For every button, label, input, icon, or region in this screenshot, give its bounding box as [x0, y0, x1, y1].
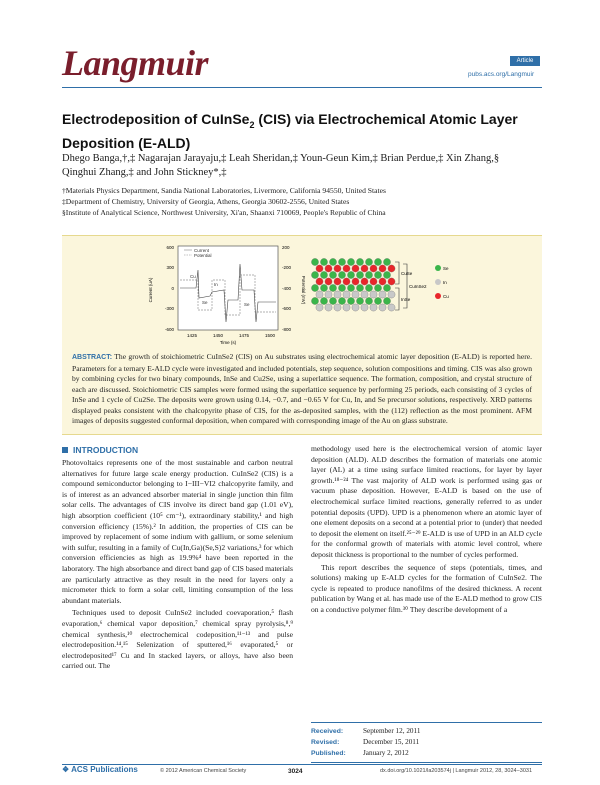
atom-cu: [334, 265, 341, 272]
right-tick-4: -600: [282, 306, 292, 311]
atom-in: [316, 304, 323, 311]
legend-se-dot: [435, 265, 441, 271]
left-tick-3: 0: [171, 286, 174, 291]
x-tick-2: 1450: [212, 333, 224, 338]
atom-in: [352, 291, 359, 298]
acs-publications-logo: ❖ ACS Publications: [62, 765, 138, 774]
author-list: [62, 152, 542, 180]
copyright: © 2012 American Chemical Society: [160, 768, 247, 774]
cuse-bracket: [395, 262, 399, 284]
legend-cu-label: Cu: [443, 294, 449, 299]
section-heading-introduction: INTRODUCTION: [62, 445, 138, 455]
right-tick-1: 200: [282, 245, 290, 250]
atom-se: [365, 297, 372, 304]
authors-line-1: Dhego Banga,†,‡ Nagarajan Jarayaju,‡ Leah Sheridan,‡ Youn-Geun Kim,‡ Brian Perdue,‡ Xin Zhang,§: [62, 153, 500, 164]
atom-se: [311, 271, 318, 278]
peak-label-se-1: Se: [202, 300, 208, 305]
affiliation-2: ‡Department of Chemistry, University of Georgia, Athens, Georgia 30602-2556, United States: [62, 197, 350, 206]
atom-in: [343, 291, 350, 298]
atom-in: [361, 291, 368, 298]
published-date: Published: January 2, 2012: [311, 749, 409, 757]
legend-in-label: In: [443, 280, 447, 285]
atom-se: [374, 297, 381, 304]
intro-paragraph-3: methodology used here is the electrochemical version of atomic layer deposition (ALD). ALD describes the formation of materials one atomic layer (AL) at a time using surface limited reactions, for layer by layer growth.¹⁸⁻²⁴ The vast majority of ALD work is performed using gas or vacuum phase deposition. However, E-ALD is based on the use of electrochemical surface limited reactions, generally referred to as under potential deposits (UPD). UPD is a phenomenon where an atomic layer of one element deposits on a second at a potential prior to (under) that needed to deposit the element on itself.²⁵⁻²⁹ E-ALD is use of UPD in an ALD cycle for the conformal growth of materials with atomic level control, where deposit thickness is proportional to the number of cycles performed.: [311, 444, 542, 559]
atom-in: [325, 291, 332, 298]
atom-se: [383, 258, 390, 265]
x-axis-label: Time (s): [219, 340, 237, 345]
atom-se: [365, 271, 372, 278]
atom-in: [379, 291, 386, 298]
left-column: [62, 458, 293, 674]
right-column: [311, 444, 542, 618]
atom-se: [338, 284, 345, 291]
atom-in: [370, 291, 377, 298]
atom-se: [374, 258, 381, 265]
legend-current: Current: [194, 248, 210, 253]
atom-se: [374, 271, 381, 278]
intro-paragraph-2: Techniques used to deposit CuInSe2 included coevaporation,⁵ flash evaporation,⁶ chemical vapor deposition,⁷ chemical spray pyrolysis,⁸,⁹ chemical synthesis,¹⁰ electrochemical codeposition,¹¹⁻¹³ and pulse electrodeposition.¹⁴,¹⁵ Selenization of sputtered,¹⁶ evaporated,⁵ or electrodeposited¹⁷ Cu and In stacked layers, or alloys, have also been carried out. The: [62, 608, 293, 671]
atom-in: [334, 304, 341, 311]
atom-se: [311, 284, 318, 291]
atom-se: [320, 271, 327, 278]
right-tick-3: -400: [282, 286, 292, 291]
publication-dates: [311, 722, 542, 763]
abstract: [72, 352, 532, 427]
atom-in: [316, 291, 323, 298]
article-badge: Article: [510, 56, 540, 66]
authors-line-2: Qinghui Zhang,‡ and John Stickney*,‡: [62, 167, 227, 178]
affiliation-3: §Institute of Analytical Science, Northwest University, Xi'an, Shaanxi 710069, People's Republic of China: [62, 208, 386, 217]
atom-cu: [325, 265, 332, 272]
left-tick-4: -300: [164, 306, 174, 311]
atom-cu: [334, 278, 341, 285]
atom-cu: [343, 265, 350, 272]
atom-in: [388, 304, 395, 311]
journal-logo: Langmuir: [62, 43, 209, 83]
paper-title: Electrodeposition of CuInSe$_2$ (CIS) via Electrochemical Atomic Layer Deposition (E-ALD): [62, 111, 518, 151]
intro-paragraph-4: This report describes the sequence of steps (potentials, times, and solutions) making up E-ALD cycles for the formation of CuInSe2. The cycle is repeated to produce nanofilms of the desired thickness. A recent publication by Wang et al. has made use of the E-ALD method to grow CIS on a conductive polymer film.³⁰ They describe development of a: [311, 562, 542, 614]
peak-label-cu: Cu: [190, 274, 196, 279]
layer-label-cis: CuInSe2: [409, 284, 427, 289]
atom-cu: [379, 278, 386, 285]
inse-bracket: [395, 288, 399, 310]
atom-se: [311, 258, 318, 265]
x-tick-3: 1475: [238, 333, 250, 338]
toc-figure: [140, 240, 470, 348]
legend-in-dot: [435, 279, 441, 285]
layer-label-inse: InSe: [401, 297, 411, 302]
left-tick-5: -600: [164, 327, 174, 332]
section-square-icon: [62, 447, 68, 453]
atom-cu: [361, 278, 368, 285]
atom-se: [338, 271, 345, 278]
atom-se: [383, 271, 390, 278]
legend-cu-dot: [435, 293, 441, 299]
atom-cu: [352, 265, 359, 272]
abstract-body: The growth of stoichiometric CuInSe2 (CIS) on Au substrates using electrochemical atomic layer deposition (E-ALD) is reported here. Parameters for a ternary E-ALD cycle were investigated and included potentials, step sequence, solution compositions and timing. CIS was also grown by combining cycles for two binary compounds, InSe and Cu2Se, using a superlattice sequence. The formation, composition, and crystal structure of each are discussed. Stoichiometric CIS samples were formed using the superlattice sequence by performing 25 periods, each consisting of 3 cycles of InSe and 1 cycle of Cu2Se. The deposits were grown using 0.14, −0.7, and −0.65 V for Cu, In, and Se precursor solutions, respectively. XRD patterns displayed peaks consistent with the chalcopyrite phase of CIS, for the as-deposited samples, with the (112) reflection as the most prominent. AFM images of deposits suggested conformal deposition, when compared with corresponding image of the Au on glass substrate.: [72, 352, 533, 425]
atom-cu: [325, 278, 332, 285]
atom-cu: [388, 265, 395, 272]
atom-se: [383, 284, 390, 291]
atom-in: [379, 304, 386, 311]
atom-se: [356, 297, 363, 304]
revised-date: Revised: December 15, 2011: [311, 738, 420, 746]
right-tick-5: -800: [282, 327, 292, 332]
atom-se: [347, 284, 354, 291]
atom-se: [338, 297, 345, 304]
atom-in: [361, 304, 368, 311]
page-number: 3024: [288, 768, 303, 775]
atom-cu: [361, 265, 368, 272]
x-tick-1: 1425: [186, 333, 198, 338]
peak-label-se-2: Se: [244, 302, 250, 307]
atom-se: [347, 271, 354, 278]
atom-cu: [343, 278, 350, 285]
atom-se: [347, 297, 354, 304]
atom-se: [365, 284, 372, 291]
atom-se: [311, 297, 318, 304]
peak-label-in: In: [214, 282, 218, 287]
intro-paragraph-1: Photovoltaics represents one of the most sustainable and carbon neutral alternatives for future large scale energy production. CuInSe2 (CIS) is a compound semiconductor belonging to I−III−VI2 chalcopyrite family, and is of interest as an advanced absorber material in single junction thin film solar cells. The advantages of CIS involve its direct band gap (1.01 eV), high absorption coefficient (10⁵ cm⁻¹), extraordinary stability,¹ and high conversion efficiency (15%).² In addition, the properties of CIS can be improved by replacement of some indium with gallium, or some selenium with sulfur, resulting in a family of Cu(In,Ga)(Se,S)2 variations,³ for which conversion efficiencies as high as 19.9%⁴ have been reported in the laboratory. The high absorbance and direct band gap of CIS based materials are particularly attractive as they result in the need for layers only a micrometer thick to form a solar cell, limiting consumption of the less abundant materials.: [62, 458, 293, 605]
atom-in: [334, 291, 341, 298]
atom-se: [365, 258, 372, 265]
atom-se: [329, 284, 336, 291]
legend-se-label: Se: [443, 266, 449, 271]
atom-se: [383, 297, 390, 304]
atom-in: [388, 291, 395, 298]
atom-cu: [370, 278, 377, 285]
atom-in: [325, 304, 332, 311]
atom-se: [320, 284, 327, 291]
atom-cu: [388, 278, 395, 285]
atom-cu: [370, 265, 377, 272]
affiliation-1: †Materials Physics Department, Sandia National Laboratories, Livermore, California 94550, United States: [62, 186, 386, 195]
left-tick-1: 600: [166, 245, 174, 250]
atom-se: [320, 297, 327, 304]
atom-se: [347, 258, 354, 265]
header-rule: [62, 87, 542, 88]
legend-potential: Potential: [194, 253, 212, 258]
atom-cu: [316, 278, 323, 285]
left-tick-2: 300: [166, 265, 174, 270]
atom-se: [338, 258, 345, 265]
atom-se: [329, 271, 336, 278]
atom-se: [356, 271, 363, 278]
y-axis-label-left: Current (uA): [148, 277, 153, 303]
atom-se: [329, 258, 336, 265]
atom-cu: [316, 265, 323, 272]
received-date: Received: September 12, 2011: [311, 727, 421, 735]
atom-se: [329, 297, 336, 304]
atom-in: [370, 304, 377, 311]
acs-icon: ❖: [62, 765, 72, 774]
citation[interactable]: dx.doi.org/10.1021/la203574j | Langmuir 2012, 28, 3024−3031: [380, 768, 533, 774]
x-tick-4: 1500: [264, 333, 276, 338]
atom-layer-stack: [311, 258, 395, 311]
right-tick-2: -200: [282, 265, 292, 270]
y-axis-label-right: Potential (mV): [301, 275, 306, 305]
atom-cu: [379, 265, 386, 272]
abstract-label: ABSTRACT:: [72, 354, 113, 361]
atom-se: [320, 258, 327, 265]
layer-label-cuse: CuSe: [401, 271, 413, 276]
atom-in: [352, 304, 359, 311]
atom-cu: [352, 278, 359, 285]
atom-in: [343, 304, 350, 311]
atom-se: [356, 284, 363, 291]
atom-se: [374, 284, 381, 291]
atom-se: [356, 258, 363, 265]
journal-url[interactable]: pubs.acs.org/Langmuir: [468, 71, 535, 78]
